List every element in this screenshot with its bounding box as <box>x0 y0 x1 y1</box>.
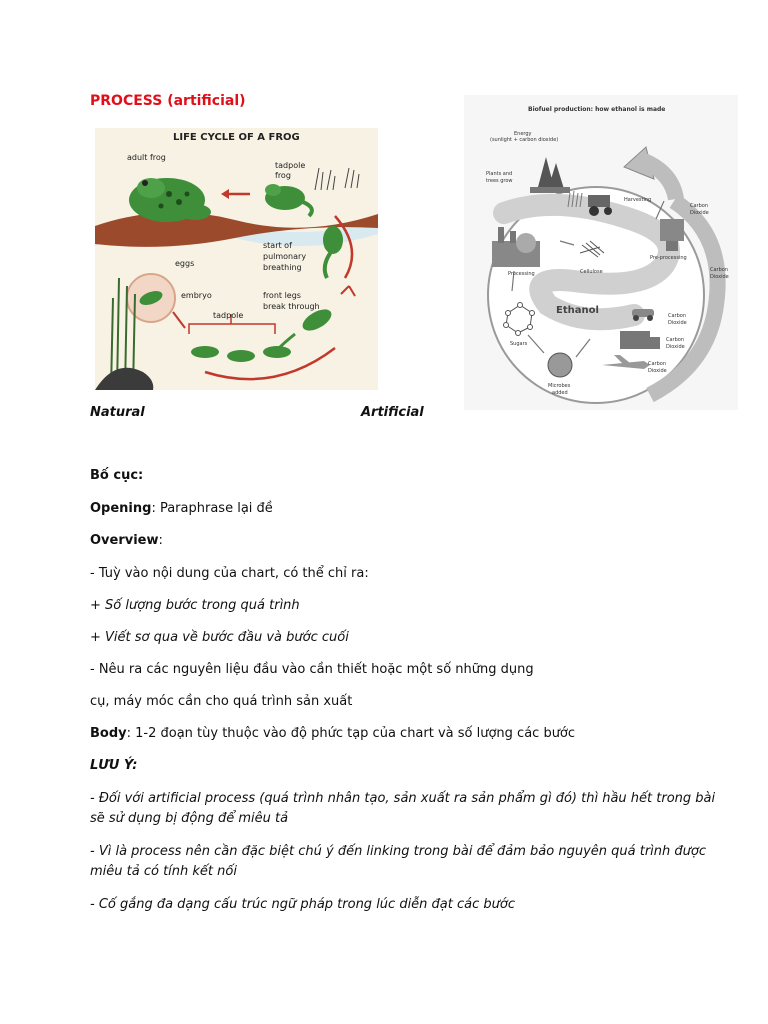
label-co2-4b: Dioxide <box>666 344 685 350</box>
note-2-line-2: miêu tả có tính kết nối <box>90 864 237 879</box>
tadpole-icon <box>191 346 219 358</box>
note-3: - Cố gắng đa dạng cấu trúc ngữ pháp trong lúc diễn đạt các bước <box>90 897 515 912</box>
label-front-legs-2: break through <box>263 302 320 311</box>
biofuel-title: Biofuel production: how ethanol is made <box>528 106 666 113</box>
label-sugars: Sugars <box>510 341 528 347</box>
section-heading: PROCESS (artificial) <box>90 93 246 109</box>
label-tadpole-frog-1: tadpole <box>275 161 306 170</box>
frog-life-cycle-illustration <box>95 128 378 390</box>
label-tadpole: tadpole <box>213 311 244 320</box>
overview-point-4-cont: cụ, máy móc cần cho quá trình sản xuất <box>90 694 353 709</box>
label-pulmonary-1: start of <box>263 241 292 250</box>
overview-point-2: + Số lượng bước trong quá trình <box>90 598 300 613</box>
label-adult-frog: adult frog <box>127 153 166 162</box>
label-processing: Processing <box>508 271 535 277</box>
label-ethanol: Ethanol <box>556 305 599 316</box>
overview-point-1: - Tuỳ vào nội dung của chart, có thể chỉ ra: <box>90 566 369 581</box>
label-microbes-2: added <box>552 390 568 396</box>
note-2-line-1: - Vì là process nên cần đặc biệt chú ý đến linking trong bài để đảm bảo nguyên quá trình được <box>90 844 706 859</box>
label-co2-4a: Carbon <box>666 337 685 343</box>
opening-text: : Paraphrase lại đề <box>151 501 273 516</box>
layout-heading: Bố cục: <box>90 468 144 483</box>
label-tadpole-frog-2: frog <box>275 171 291 180</box>
opening-line <box>90 499 273 519</box>
body-text: : 1-2 đoạn tùy thuộc vào độ phức tạp của chart và số lượng các bước <box>126 726 576 741</box>
label-microbes-1: Microbes <box>548 383 571 389</box>
label-harvesting: Harvesting <box>624 197 652 203</box>
frog-title: LIFE CYCLE OF A FROG <box>173 132 300 143</box>
overview-point-4: - Nêu ra các nguyên liệu đầu vào cần thiết hoặc một số những dụng <box>90 662 534 677</box>
label-pulmonary-3: breathing <box>263 263 302 272</box>
biofuel-figure <box>464 95 738 410</box>
label-cellulose: Cellulose <box>580 269 603 275</box>
body-line <box>90 724 575 744</box>
overview-line <box>90 531 163 551</box>
body-label: Body <box>90 726 127 741</box>
note-1-line-1: - Đối với artificial process (quá trình nhân tạo, sản xuất ra sản phẩm gì đó) thì hầu hết trong bài <box>90 791 716 806</box>
overview-label: Overview <box>90 533 159 548</box>
label-embryo: embryo <box>181 291 212 300</box>
label-co2-3a: Carbon <box>668 313 687 319</box>
label-co2-3b: Dioxide <box>668 320 687 326</box>
label-energy-1: Energy <box>514 131 532 137</box>
caption-natural: Natural <box>90 405 145 420</box>
label-co2-5a: Carbon <box>648 361 667 367</box>
label-plants-1: Plants and <box>486 171 513 177</box>
overview-colon: : <box>158 533 163 548</box>
label-co2-2a: Carbon <box>710 267 729 273</box>
label-co2-1b: Dioxide <box>690 210 709 216</box>
label-energy-2: (sunlight + carbon dioxide) <box>490 137 559 143</box>
label-preprocessing: Pre-processing <box>650 255 687 261</box>
label-front-legs-1: front legs <box>263 291 301 300</box>
opening-label: Opening <box>90 501 152 516</box>
note-heading: LƯU Ý: <box>90 758 138 773</box>
label-pulmonary-2: pulmonary <box>263 252 307 261</box>
label-eggs: eggs <box>175 259 195 268</box>
biofuel-illustration <box>464 95 738 410</box>
label-plants-2: trees grow <box>486 178 513 184</box>
caption-artificial: Artificial <box>361 405 424 420</box>
microbes-icon <box>548 353 572 377</box>
label-co2-1a: Carbon <box>690 203 709 209</box>
overview-point-3: + Viết sơ qua về bước đầu và bước cuối <box>90 630 349 645</box>
note-1-line-2: sẽ sử dụng bị động để miêu tả <box>90 811 289 826</box>
label-co2-5b: Dioxide <box>648 368 667 374</box>
label-co2-2b: Dioxide <box>710 274 729 280</box>
frog-life-cycle-figure <box>95 128 378 390</box>
